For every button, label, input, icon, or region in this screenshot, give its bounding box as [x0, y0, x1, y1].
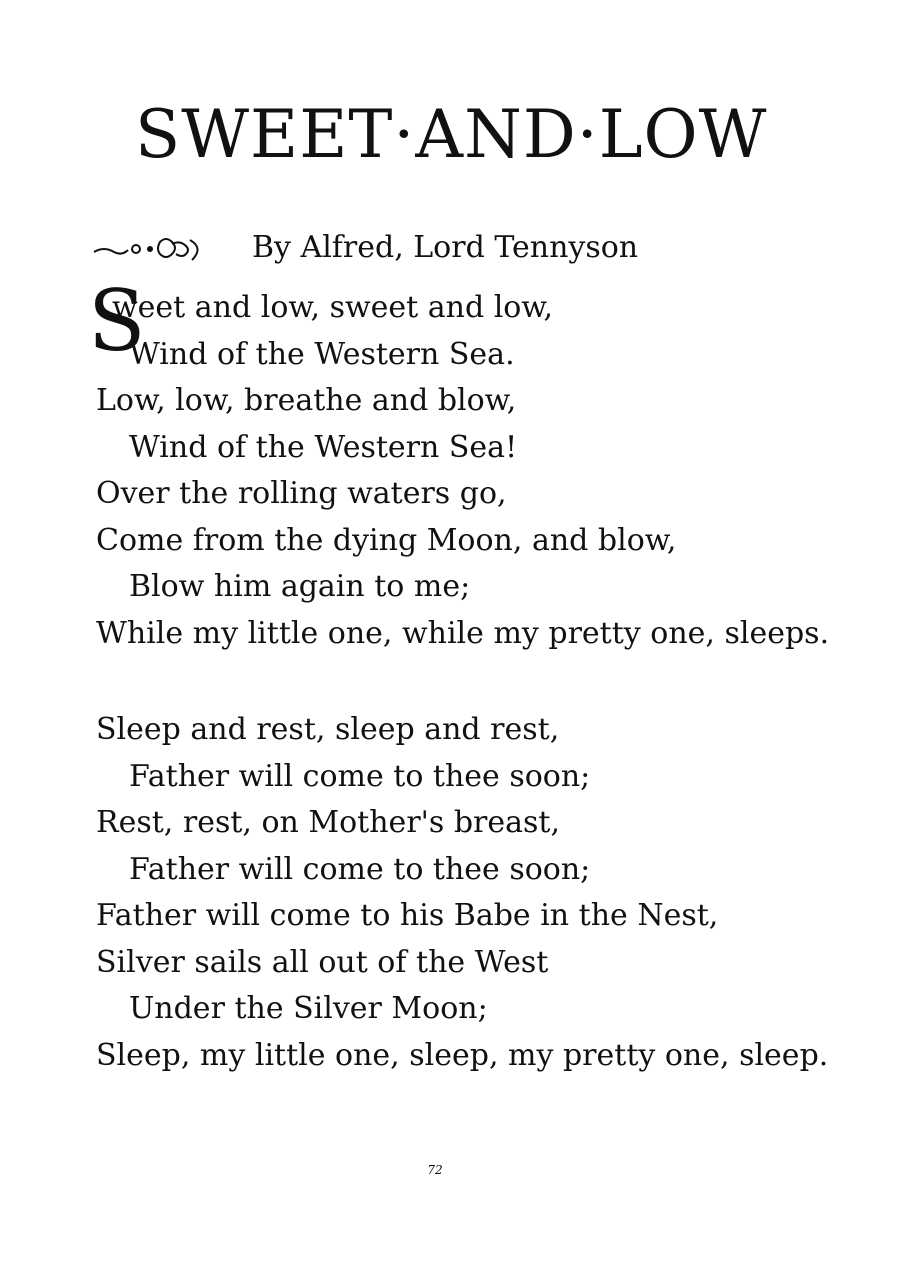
verse-line: weet and low, sweet and low,: [112, 290, 554, 325]
stanza-1: [88, 272, 876, 657]
verse-line: While my little one, while my pretty one, sleeps.: [96, 615, 830, 651]
verse-line: Come from the dying Moon, and blow,: [96, 522, 677, 558]
verse-line: Wind of the Western Sea.: [129, 336, 515, 372]
verse-line: Blow him again to me;: [129, 569, 471, 604]
poem-title: SWEET·AND·LOW: [135, 96, 768, 173]
verse-line: Wind of the Western Sea!: [129, 429, 518, 465]
page-number: 72: [427, 1163, 443, 1177]
verse-line: Low, low, breathe and blow,: [96, 383, 517, 418]
verse-line: Over the rolling waters go,: [96, 476, 507, 511]
verse-line: Rest, rest, on Mother's breast,: [96, 805, 561, 840]
verse-line: Father will come to thee soon;: [129, 758, 591, 794]
poem-author: By Alfred, Lord Tennyson: [252, 230, 639, 265]
verse-line: Under the Silver Moon;: [129, 991, 488, 1026]
verse-line: Father will come to thee soon;: [129, 851, 591, 887]
byline-row: [92, 226, 732, 276]
verse-line: Sleep, my little one, sleep, my pretty one, sleep.: [96, 1037, 829, 1073]
flourish-ornament-icon: [92, 234, 212, 264]
verse-line: Sleep and rest, sleep and rest,: [96, 712, 560, 747]
stanza-2: [96, 707, 876, 1079]
verse-line: Silver sails all out of the West: [96, 944, 549, 980]
drop-cap: S: [88, 272, 146, 370]
verse-line: Father will come to his Babe in the Nest,: [96, 898, 719, 933]
